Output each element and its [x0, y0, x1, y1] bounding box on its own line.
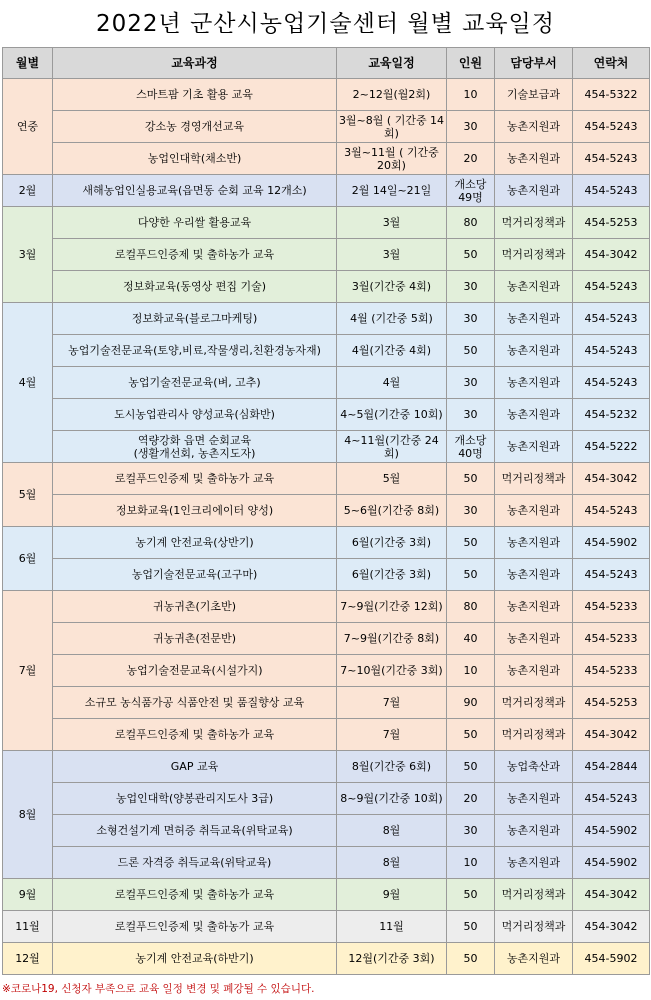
phone-cell: 454-5243 — [573, 111, 650, 143]
schedule-cell: 7월 — [337, 719, 447, 751]
count-cell: 20 — [447, 783, 495, 815]
dept-cell: 먹거리정책과 — [495, 879, 573, 911]
dept-cell: 농촌지원과 — [495, 783, 573, 815]
table-row — [3, 815, 650, 847]
phone-cell: 454-5232 — [573, 399, 650, 431]
schedule-cell: 3월~8월 ( 기간중 14회) — [337, 111, 447, 143]
dept-cell: 농촌지원과 — [495, 559, 573, 591]
count-cell: 30 — [447, 399, 495, 431]
month-cell: 9월 — [3, 879, 53, 911]
schedule-cell: 11월 — [337, 911, 447, 943]
table-row — [3, 463, 650, 495]
count-cell: 90 — [447, 687, 495, 719]
phone-cell: 454-5233 — [573, 591, 650, 623]
dept-cell: 먹거리정책과 — [495, 239, 573, 271]
table-row — [3, 527, 650, 559]
count-cell: 50 — [447, 239, 495, 271]
month-cell: 8월 — [3, 751, 53, 879]
table-row — [3, 591, 650, 623]
phone-cell: 454-5243 — [573, 175, 650, 207]
course-cell: 농업기술전문교육(토양,비료,작물생리,친환경농자재) — [53, 335, 337, 367]
table-row — [3, 623, 650, 655]
phone-cell: 454-2844 — [573, 751, 650, 783]
table-row — [3, 367, 650, 399]
table-row — [3, 399, 650, 431]
schedule-cell: 9월 — [337, 879, 447, 911]
phone-cell: 454-5243 — [573, 495, 650, 527]
count-cell: 30 — [447, 303, 495, 335]
month-cell: 11월 — [3, 911, 53, 943]
schedule-cell: 5월 — [337, 463, 447, 495]
count-cell: 30 — [447, 815, 495, 847]
course-cell: 농업인대학(채소반) — [53, 143, 337, 175]
phone-cell: 454-3042 — [573, 911, 650, 943]
course-cell: 소형건설기계 면허증 취득교육(위탁교육) — [53, 815, 337, 847]
count-cell: 50 — [447, 527, 495, 559]
count-cell: 30 — [447, 271, 495, 303]
schedule-cell: 4~11월(기간중 24회) — [337, 431, 447, 463]
table-row — [3, 175, 650, 207]
dept-cell: 농업축산과 — [495, 751, 573, 783]
header-count: 인원 — [447, 48, 495, 79]
schedule-cell: 8~9월(기간중 10회) — [337, 783, 447, 815]
course-cell: 로컬푸드인증제 및 출하농가 교육 — [53, 239, 337, 271]
count-cell: 50 — [447, 719, 495, 751]
header-month: 월별 — [3, 48, 53, 79]
dept-cell: 농촌지원과 — [495, 815, 573, 847]
dept-cell: 먹거리정책과 — [495, 463, 573, 495]
header-row — [3, 48, 650, 79]
dept-cell: 농촌지원과 — [495, 591, 573, 623]
count-cell: 10 — [447, 655, 495, 687]
phone-cell: 454-5902 — [573, 527, 650, 559]
schedule-cell: 3월 — [337, 239, 447, 271]
phone-cell: 454-5253 — [573, 687, 650, 719]
footnote: ※코로나19, 신청자 부족으로 교육 일정 변경 및 폐강될 수 있습니다. — [2, 983, 315, 995]
count-cell: 10 — [447, 847, 495, 879]
phone-cell: 454-5222 — [573, 431, 650, 463]
schedule-cell: 4월(기간중 4회) — [337, 335, 447, 367]
phone-cell: 454-5243 — [573, 335, 650, 367]
dept-cell: 농촌지원과 — [495, 431, 573, 463]
dept-cell: 먹거리정책과 — [495, 911, 573, 943]
table-row — [3, 559, 650, 591]
header-course: 교육과정 — [53, 48, 337, 79]
table-row — [3, 911, 650, 943]
course-cell: 도시농업관리사 양성교육(심화반) — [53, 399, 337, 431]
dept-cell: 농촌지원과 — [495, 495, 573, 527]
course-cell: 강소농 경영개선교육 — [53, 111, 337, 143]
count-cell: 80 — [447, 207, 495, 239]
dept-cell: 기술보급과 — [495, 79, 573, 111]
month-cell: 12월 — [3, 943, 53, 975]
phone-cell: 454-5902 — [573, 847, 650, 879]
schedule-cell: 8월(기간중 6회) — [337, 751, 447, 783]
count-cell: 50 — [447, 559, 495, 591]
table-row — [3, 687, 650, 719]
month-cell: 4월 — [3, 303, 53, 463]
schedule-cell: 3월 — [337, 207, 447, 239]
table-row — [3, 879, 650, 911]
table-row — [3, 111, 650, 143]
phone-cell: 454-5233 — [573, 655, 650, 687]
phone-cell: 454-3042 — [573, 879, 650, 911]
phone-cell: 454-5253 — [573, 207, 650, 239]
phone-cell: 454-3042 — [573, 239, 650, 271]
phone-cell: 454-5322 — [573, 79, 650, 111]
schedule-cell: 7~9월(기간중 12회) — [337, 591, 447, 623]
header-phone: 연락처 — [573, 48, 650, 79]
schedule-cell: 4월 — [337, 367, 447, 399]
course-cell: 귀농귀촌(기초반) — [53, 591, 337, 623]
table-row — [3, 143, 650, 175]
phone-cell: 454-5902 — [573, 943, 650, 975]
course-cell: 농업기술전문교육(시설가지) — [53, 655, 337, 687]
phone-cell: 454-5902 — [573, 815, 650, 847]
schedule-cell: 12월(기간중 3회) — [337, 943, 447, 975]
phone-cell: 454-3042 — [573, 719, 650, 751]
table-row — [3, 79, 650, 111]
table-row — [3, 943, 650, 975]
schedule-cell: 2월 14일~21일 — [337, 175, 447, 207]
course-cell: 농업기술전문교육(고구마) — [53, 559, 337, 591]
month-cell: 2월 — [3, 175, 53, 207]
dept-cell: 농촌지원과 — [495, 943, 573, 975]
page-title: 2022년 군산시농업기술센터 월별 교육일정 — [0, 0, 651, 44]
count-cell: 30 — [447, 111, 495, 143]
course-cell: 귀농귀촌(전문반) — [53, 623, 337, 655]
count-cell: 50 — [447, 463, 495, 495]
schedule-cell: 6월(기간중 3회) — [337, 559, 447, 591]
table-row — [3, 335, 650, 367]
table-row — [3, 303, 650, 335]
course-cell: 정보화교육(블로그마케팅) — [53, 303, 337, 335]
table-row — [3, 719, 650, 751]
header-dept: 담당부서 — [495, 48, 573, 79]
table-row — [3, 655, 650, 687]
dept-cell: 농촌지원과 — [495, 271, 573, 303]
count-cell: 40 — [447, 623, 495, 655]
table-row — [3, 783, 650, 815]
schedule-table — [2, 47, 650, 975]
phone-cell: 454-5243 — [573, 367, 650, 399]
count-cell: 10 — [447, 79, 495, 111]
phone-cell: 454-5243 — [573, 783, 650, 815]
dept-cell: 농촌지원과 — [495, 399, 573, 431]
course-cell: 정보화교육(1인크리에이터 양성) — [53, 495, 337, 527]
course-cell: 소규모 농식품가공 식품안전 및 품질향상 교육 — [53, 687, 337, 719]
schedule-cell: 6월(기간중 3회) — [337, 527, 447, 559]
table-row — [3, 271, 650, 303]
schedule-cell: 7월 — [337, 687, 447, 719]
month-cell: 6월 — [3, 527, 53, 591]
phone-cell: 454-5243 — [573, 271, 650, 303]
count-cell: 50 — [447, 911, 495, 943]
dept-cell: 농촌지원과 — [495, 143, 573, 175]
course-cell: 새해농업인실용교육(읍면동 순회 교육 12개소) — [53, 175, 337, 207]
schedule-cell: 4~5월(기간중 10회) — [337, 399, 447, 431]
course-cell: 드론 자격증 취득교육(위탁교육) — [53, 847, 337, 879]
count-cell: 50 — [447, 879, 495, 911]
month-cell: 7월 — [3, 591, 53, 751]
month-cell: 5월 — [3, 463, 53, 527]
table-row — [3, 239, 650, 271]
course-cell: 로컬푸드인증제 및 출하농가 교육 — [53, 719, 337, 751]
dept-cell: 먹거리정책과 — [495, 687, 573, 719]
schedule-cell: 8월 — [337, 815, 447, 847]
schedule-cell: 4월 (기간중 5회) — [337, 303, 447, 335]
course-cell: 농기계 안전교육(상반기) — [53, 527, 337, 559]
count-cell: 개소당 40명 — [447, 431, 495, 463]
course-cell: 스마트팜 기초 활용 교육 — [53, 79, 337, 111]
schedule-cell: 3월(기간중 4회) — [337, 271, 447, 303]
dept-cell: 농촌지원과 — [495, 175, 573, 207]
course-cell: 농업인대학(양봉관리지도사 3급) — [53, 783, 337, 815]
count-cell: 20 — [447, 143, 495, 175]
phone-cell: 454-5243 — [573, 303, 650, 335]
month-cell: 연중 — [3, 79, 53, 175]
dept-cell: 농촌지원과 — [495, 527, 573, 559]
phone-cell: 454-3042 — [573, 463, 650, 495]
schedule-body — [3, 79, 650, 975]
table-row — [3, 847, 650, 879]
course-cell: 로컬푸드인증제 및 출하농가 교육 — [53, 879, 337, 911]
dept-cell: 농촌지원과 — [495, 335, 573, 367]
dept-cell: 농촌지원과 — [495, 847, 573, 879]
schedule-cell: 8월 — [337, 847, 447, 879]
course-cell: 역량강화 읍면 순회교육 (생활개선회, 농촌지도자) — [53, 431, 337, 463]
course-cell: GAP 교육 — [53, 751, 337, 783]
table-row — [3, 751, 650, 783]
count-cell: 개소당 49명 — [447, 175, 495, 207]
schedule-cell: 7~10월(기간중 3회) — [337, 655, 447, 687]
course-cell: 농기계 안전교육(하반기) — [53, 943, 337, 975]
phone-cell: 454-5233 — [573, 623, 650, 655]
table-row — [3, 495, 650, 527]
dept-cell: 농촌지원과 — [495, 623, 573, 655]
header-schedule: 교육일정 — [337, 48, 447, 79]
table-row — [3, 431, 650, 463]
count-cell: 50 — [447, 751, 495, 783]
schedule-cell: 7~9월(기간중 8회) — [337, 623, 447, 655]
phone-cell: 454-5243 — [573, 143, 650, 175]
schedule-cell: 5~6월(기간중 8회) — [337, 495, 447, 527]
schedule-cell: 3월~11월 ( 기간중 20회) — [337, 143, 447, 175]
count-cell: 50 — [447, 335, 495, 367]
course-cell: 정보화교육(동영상 편집 기술) — [53, 271, 337, 303]
course-cell: 로컬푸드인증제 및 출하농가 교육 — [53, 911, 337, 943]
dept-cell: 농촌지원과 — [495, 655, 573, 687]
table-row — [3, 207, 650, 239]
dept-cell: 농촌지원과 — [495, 111, 573, 143]
course-cell: 로컬푸드인증제 및 출하농가 교육 — [53, 463, 337, 495]
course-cell: 다양한 우리쌀 활용교육 — [53, 207, 337, 239]
phone-cell: 454-5243 — [573, 559, 650, 591]
schedule-cell: 2~12월(월2회) — [337, 79, 447, 111]
count-cell: 30 — [447, 367, 495, 399]
dept-cell: 먹거리정책과 — [495, 719, 573, 751]
month-cell: 3월 — [3, 207, 53, 303]
dept-cell: 먹거리정책과 — [495, 207, 573, 239]
dept-cell: 농촌지원과 — [495, 367, 573, 399]
count-cell: 50 — [447, 943, 495, 975]
count-cell: 30 — [447, 495, 495, 527]
count-cell: 80 — [447, 591, 495, 623]
dept-cell: 농촌지원과 — [495, 303, 573, 335]
course-cell: 농업기술전문교육(벼, 고추) — [53, 367, 337, 399]
